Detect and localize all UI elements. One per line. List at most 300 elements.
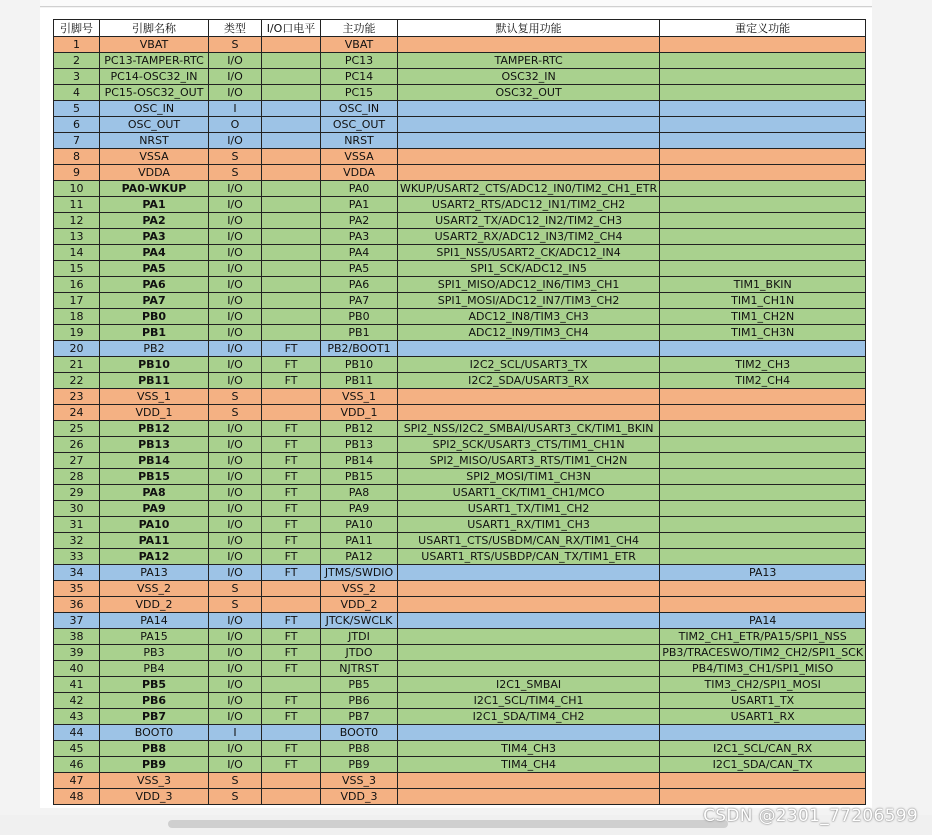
main-function-cell: OSC_IN — [321, 101, 398, 117]
io-level-cell: FT — [262, 357, 321, 373]
default-alternate-cell — [398, 37, 660, 53]
pin-number-cell: 7 — [54, 133, 100, 149]
pin-name-cell: PB1 — [100, 325, 209, 341]
io-level-cell — [262, 597, 321, 613]
table-row — [54, 789, 866, 805]
pin-number-cell: 17 — [54, 293, 100, 309]
main-function-cell: PB13 — [321, 437, 398, 453]
table-row — [54, 373, 866, 389]
pin-name-cell: PA3 — [100, 229, 209, 245]
io-level-cell — [262, 101, 321, 117]
remap-cell: PA13 — [660, 565, 866, 581]
type-cell: I/O — [209, 373, 262, 389]
main-function-cell: PB0 — [321, 309, 398, 325]
scrollbar-thumb[interactable] — [168, 820, 728, 828]
type-cell: I/O — [209, 309, 262, 325]
io-level-cell: FT — [262, 533, 321, 549]
default-alternate-cell: USART1_CK/TIM1_CH1/MCO — [398, 485, 660, 501]
type-cell: I/O — [209, 197, 262, 213]
io-level-cell: FT — [262, 373, 321, 389]
default-alternate-cell: USART2_RTS/ADC12_IN1/TIM2_CH2 — [398, 197, 660, 213]
remap-cell: I2C1_SDA/CAN_TX — [660, 757, 866, 773]
table-row — [54, 517, 866, 533]
table-row — [54, 149, 866, 165]
pin-number-cell: 47 — [54, 773, 100, 789]
remap-cell: TIM1_CH2N — [660, 309, 866, 325]
pin-number-cell: 40 — [54, 661, 100, 677]
pin-name-cell: PB10 — [100, 357, 209, 373]
io-level-cell: FT — [262, 517, 321, 533]
pin-number-cell: 13 — [54, 229, 100, 245]
pin-number-cell: 46 — [54, 757, 100, 773]
remap-cell — [660, 165, 866, 181]
header-default-alternate: 默认复用功能 — [398, 20, 660, 37]
remap-cell — [660, 101, 866, 117]
main-function-cell: PC14 — [321, 69, 398, 85]
default-alternate-cell — [398, 165, 660, 181]
default-alternate-cell — [398, 597, 660, 613]
main-function-cell: VBAT — [321, 37, 398, 53]
remap-cell — [660, 197, 866, 213]
pin-name-cell: BOOT0 — [100, 725, 209, 741]
type-cell: I/O — [209, 693, 262, 709]
default-alternate-cell: OSC32_OUT — [398, 85, 660, 101]
io-level-cell — [262, 405, 321, 421]
remap-cell — [660, 501, 866, 517]
type-cell: S — [209, 389, 262, 405]
table-row — [54, 325, 866, 341]
remap-cell: TIM2_CH4 — [660, 373, 866, 389]
default-alternate-cell: SPI2_MOSI/TIM1_CH3N — [398, 469, 660, 485]
pin-number-cell: 26 — [54, 437, 100, 453]
default-alternate-cell — [398, 661, 660, 677]
table-row — [54, 709, 866, 725]
pin-name-cell: VDD_1 — [100, 405, 209, 421]
main-function-cell: PB10 — [321, 357, 398, 373]
pin-name-cell: PB14 — [100, 453, 209, 469]
pin-name-cell: PC13-TAMPER-RTC — [100, 53, 209, 69]
remap-cell — [660, 725, 866, 741]
main-function-cell: PC15 — [321, 85, 398, 101]
io-level-cell: FT — [262, 757, 321, 773]
type-cell: I/O — [209, 613, 262, 629]
table-row — [54, 229, 866, 245]
pin-number-cell: 42 — [54, 693, 100, 709]
type-cell: I/O — [209, 213, 262, 229]
table-row — [54, 629, 866, 645]
default-alternate-cell: USART1_CTS/USBDM/CAN_RX/TIM1_CH4 — [398, 533, 660, 549]
pin-name-cell: PA11 — [100, 533, 209, 549]
main-function-cell: PB1 — [321, 325, 398, 341]
remap-cell — [660, 597, 866, 613]
pin-name-cell: PA12 — [100, 549, 209, 565]
io-level-cell: FT — [262, 485, 321, 501]
table-row — [54, 37, 866, 53]
pin-name-cell: PA1 — [100, 197, 209, 213]
table-row — [54, 437, 866, 453]
default-alternate-cell — [398, 341, 660, 357]
table-row — [54, 645, 866, 661]
table-row — [54, 533, 866, 549]
pin-number-cell: 32 — [54, 533, 100, 549]
type-cell: I/O — [209, 437, 262, 453]
pin-number-cell: 36 — [54, 597, 100, 613]
default-alternate-cell: SPI2_MISO/USART3_RTS/TIM1_CH2N — [398, 453, 660, 469]
table-row — [54, 757, 866, 773]
default-alternate-cell — [398, 629, 660, 645]
pin-number-cell: 2 — [54, 53, 100, 69]
default-alternate-cell: I2C2_SCL/USART3_TX — [398, 357, 660, 373]
main-function-cell: PA12 — [321, 549, 398, 565]
pin-number-cell: 31 — [54, 517, 100, 533]
main-function-cell: PA3 — [321, 229, 398, 245]
main-function-cell: PA10 — [321, 517, 398, 533]
type-cell: I — [209, 725, 262, 741]
pin-number-cell: 27 — [54, 453, 100, 469]
type-cell: I/O — [209, 357, 262, 373]
remap-cell — [660, 245, 866, 261]
pin-number-cell: 29 — [54, 485, 100, 501]
main-function-cell: JTDI — [321, 629, 398, 645]
pin-number-cell: 44 — [54, 725, 100, 741]
main-function-cell: NRST — [321, 133, 398, 149]
pin-name-cell: PB15 — [100, 469, 209, 485]
table-row — [54, 613, 866, 629]
io-level-cell — [262, 677, 321, 693]
pin-name-cell: VSSA — [100, 149, 209, 165]
table-row — [54, 421, 866, 437]
main-function-cell: PA11 — [321, 533, 398, 549]
main-function-cell: VDD_3 — [321, 789, 398, 805]
type-cell: I/O — [209, 53, 262, 69]
default-alternate-cell — [398, 789, 660, 805]
table-row — [54, 101, 866, 117]
pin-name-cell: VSS_1 — [100, 389, 209, 405]
type-cell: I/O — [209, 709, 262, 725]
io-level-cell: FT — [262, 437, 321, 453]
type-cell: I/O — [209, 453, 262, 469]
pin-number-cell: 24 — [54, 405, 100, 421]
type-cell: S — [209, 789, 262, 805]
main-function-cell: PB8 — [321, 741, 398, 757]
remap-cell: PB3/TRACESWO/TIM2_CH2/SPI1_SCK — [660, 645, 866, 661]
remap-cell — [660, 517, 866, 533]
io-level-cell — [262, 389, 321, 405]
main-function-cell: PB7 — [321, 709, 398, 725]
io-level-cell — [262, 245, 321, 261]
type-cell: I/O — [209, 133, 262, 149]
pin-number-cell: 4 — [54, 85, 100, 101]
table-row — [54, 469, 866, 485]
remap-cell — [660, 213, 866, 229]
io-level-cell: FT — [262, 469, 321, 485]
type-cell: I/O — [209, 261, 262, 277]
default-alternate-cell: TIM4_CH4 — [398, 757, 660, 773]
table-row — [54, 549, 866, 565]
remap-cell: TIM3_CH2/SPI1_MOSI — [660, 677, 866, 693]
table-row — [54, 581, 866, 597]
type-cell: S — [209, 405, 262, 421]
pin-number-cell: 43 — [54, 709, 100, 725]
pin-name-cell: PA9 — [100, 501, 209, 517]
remap-cell: PB4/TIM3_CH1/SPI1_MISO — [660, 661, 866, 677]
table-row — [54, 693, 866, 709]
pin-name-cell: PA7 — [100, 293, 209, 309]
main-function-cell: VDD_1 — [321, 405, 398, 421]
pin-name-cell: PB6 — [100, 693, 209, 709]
pin-number-cell: 12 — [54, 213, 100, 229]
pin-number-cell: 11 — [54, 197, 100, 213]
pin-number-cell: 10 — [54, 181, 100, 197]
remap-cell — [660, 453, 866, 469]
type-cell: I/O — [209, 277, 262, 293]
pin-number-cell: 16 — [54, 277, 100, 293]
main-function-cell: PB2/BOOT1 — [321, 341, 398, 357]
main-function-cell: VDDA — [321, 165, 398, 181]
remap-cell — [660, 773, 866, 789]
pin-name-cell: PB3 — [100, 645, 209, 661]
remap-cell — [660, 85, 866, 101]
io-level-cell — [262, 773, 321, 789]
remap-cell — [660, 341, 866, 357]
remap-cell: PA14 — [660, 613, 866, 629]
io-level-cell: FT — [262, 645, 321, 661]
io-level-cell — [262, 69, 321, 85]
main-function-cell: NJTRST — [321, 661, 398, 677]
pin-number-cell: 41 — [54, 677, 100, 693]
table-row — [54, 181, 866, 197]
pin-number-cell: 8 — [54, 149, 100, 165]
pin-name-cell: PA14 — [100, 613, 209, 629]
pin-number-cell: 37 — [54, 613, 100, 629]
default-alternate-cell — [398, 581, 660, 597]
pin-name-cell: PB2 — [100, 341, 209, 357]
io-level-cell — [262, 53, 321, 69]
io-level-cell: FT — [262, 565, 321, 581]
type-cell: S — [209, 597, 262, 613]
io-level-cell — [262, 581, 321, 597]
table-row — [54, 677, 866, 693]
header-remap: 重定义功能 — [660, 20, 866, 37]
pin-name-cell: PB4 — [100, 661, 209, 677]
io-level-cell — [262, 197, 321, 213]
default-alternate-cell — [398, 613, 660, 629]
main-function-cell: OSC_OUT — [321, 117, 398, 133]
table-row — [54, 453, 866, 469]
main-function-cell: PB15 — [321, 469, 398, 485]
remap-cell — [660, 149, 866, 165]
remap-cell — [660, 469, 866, 485]
pin-number-cell: 33 — [54, 549, 100, 565]
type-cell: I/O — [209, 501, 262, 517]
main-function-cell: PA0 — [321, 181, 398, 197]
pin-name-cell: VDD_3 — [100, 789, 209, 805]
main-function-cell: VSSA — [321, 149, 398, 165]
default-alternate-cell: USART1_RTS/USBDP/CAN_TX/TIM1_ETR — [398, 549, 660, 565]
table-row — [54, 293, 866, 309]
table-row — [54, 213, 866, 229]
remap-cell: USART1_RX — [660, 709, 866, 725]
type-cell: S — [209, 581, 262, 597]
default-alternate-cell: I2C1_SCL/TIM4_CH1 — [398, 693, 660, 709]
remap-cell — [660, 69, 866, 85]
default-alternate-cell — [398, 725, 660, 741]
main-function-cell: VSS_1 — [321, 389, 398, 405]
io-level-cell: FT — [262, 709, 321, 725]
pin-number-cell: 23 — [54, 389, 100, 405]
default-alternate-cell: SPI2_SCK/USART3_CTS/TIM1_CH1N — [398, 437, 660, 453]
main-function-cell: VSS_2 — [321, 581, 398, 597]
table-row — [54, 485, 866, 501]
main-function-cell: PA8 — [321, 485, 398, 501]
default-alternate-cell — [398, 149, 660, 165]
io-level-cell: FT — [262, 613, 321, 629]
pin-name-cell: PA0-WKUP — [100, 181, 209, 197]
main-function-cell: PB6 — [321, 693, 398, 709]
pin-number-cell: 18 — [54, 309, 100, 325]
table-row — [54, 501, 866, 517]
pin-name-cell: PB5 — [100, 677, 209, 693]
remap-cell — [660, 485, 866, 501]
main-function-cell: JTCK/SWCLK — [321, 613, 398, 629]
header-pin-number: 引脚号 — [54, 20, 100, 37]
main-function-cell: PA2 — [321, 213, 398, 229]
default-alternate-cell: I2C1_SMBAI — [398, 677, 660, 693]
pin-name-cell: NRST — [100, 133, 209, 149]
pin-number-cell: 20 — [54, 341, 100, 357]
main-function-cell: PB5 — [321, 677, 398, 693]
pin-number-cell: 22 — [54, 373, 100, 389]
io-level-cell — [262, 149, 321, 165]
type-cell: I/O — [209, 325, 262, 341]
pin-name-cell: PC15-OSC32_OUT — [100, 85, 209, 101]
default-alternate-cell: WKUP/USART2_CTS/ADC12_IN0/TIM2_CH1_ETR — [398, 181, 660, 197]
type-cell: I/O — [209, 677, 262, 693]
table-row — [54, 565, 866, 581]
pin-name-cell: PB8 — [100, 741, 209, 757]
io-level-cell — [262, 213, 321, 229]
io-level-cell: FT — [262, 549, 321, 565]
table-row — [54, 277, 866, 293]
main-function-cell: PA6 — [321, 277, 398, 293]
main-function-cell: PC13 — [321, 53, 398, 69]
main-function-cell: PA9 — [321, 501, 398, 517]
default-alternate-cell — [398, 117, 660, 133]
watermark: CSDN @2301_77206599 — [703, 806, 918, 826]
pin-name-cell: PB11 — [100, 373, 209, 389]
table-row — [54, 661, 866, 677]
type-cell: I/O — [209, 661, 262, 677]
default-alternate-cell: OSC32_IN — [398, 69, 660, 85]
remap-cell: TIM1_CH3N — [660, 325, 866, 341]
type-cell: I/O — [209, 485, 262, 501]
pin-number-cell: 28 — [54, 469, 100, 485]
remap-cell — [660, 437, 866, 453]
remap-cell — [660, 229, 866, 245]
table-row — [54, 117, 866, 133]
remap-cell — [660, 533, 866, 549]
io-level-cell — [262, 725, 321, 741]
io-level-cell: FT — [262, 453, 321, 469]
pin-name-cell: PA4 — [100, 245, 209, 261]
default-alternate-cell: SPI1_NSS/USART2_CK/ADC12_IN4 — [398, 245, 660, 261]
default-alternate-cell: SPI1_SCK/ADC12_IN5 — [398, 261, 660, 277]
pin-number-cell: 45 — [54, 741, 100, 757]
default-alternate-cell — [398, 101, 660, 117]
pin-number-cell: 3 — [54, 69, 100, 85]
table-row — [54, 773, 866, 789]
default-alternate-cell — [398, 133, 660, 149]
default-alternate-cell: SPI2_NSS/I2C2_SMBAI/USART3_CK/TIM1_BKIN — [398, 421, 660, 437]
remap-cell: TIM1_CH1N — [660, 293, 866, 309]
type-cell: I/O — [209, 341, 262, 357]
type-cell: I/O — [209, 229, 262, 245]
pin-number-cell: 9 — [54, 165, 100, 181]
header-pin-name: 引脚名称 — [100, 20, 209, 37]
pin-table — [53, 19, 866, 805]
table-header-row — [54, 20, 866, 37]
io-level-cell — [262, 789, 321, 805]
table-row — [54, 389, 866, 405]
io-level-cell: FT — [262, 693, 321, 709]
pin-number-cell: 34 — [54, 565, 100, 581]
io-level-cell — [262, 325, 321, 341]
table-row — [54, 245, 866, 261]
default-alternate-cell: USART2_TX/ADC12_IN2/TIM2_CH3 — [398, 213, 660, 229]
remap-cell: TIM1_BKIN — [660, 277, 866, 293]
default-alternate-cell — [398, 773, 660, 789]
remap-cell — [660, 133, 866, 149]
default-alternate-cell: TAMPER-RTC — [398, 53, 660, 69]
default-alternate-cell: ADC12_IN8/TIM3_CH3 — [398, 309, 660, 325]
pin-name-cell: OSC_IN — [100, 101, 209, 117]
table-row — [54, 597, 866, 613]
type-cell: I/O — [209, 181, 262, 197]
io-level-cell — [262, 165, 321, 181]
pin-name-cell: PB0 — [100, 309, 209, 325]
io-level-cell: FT — [262, 741, 321, 757]
main-function-cell: PB11 — [321, 373, 398, 389]
type-cell: I/O — [209, 741, 262, 757]
type-cell: I — [209, 101, 262, 117]
table-row — [54, 69, 866, 85]
pin-name-cell: PA2 — [100, 213, 209, 229]
io-level-cell: FT — [262, 341, 321, 357]
pin-number-cell: 1 — [54, 37, 100, 53]
pin-name-cell: PA10 — [100, 517, 209, 533]
default-alternate-cell — [398, 405, 660, 421]
pin-number-cell: 48 — [54, 789, 100, 805]
table-body — [54, 37, 866, 805]
remap-cell — [660, 581, 866, 597]
default-alternate-cell: USART1_TX/TIM1_CH2 — [398, 501, 660, 517]
type-cell: I/O — [209, 469, 262, 485]
pin-name-cell: VSS_2 — [100, 581, 209, 597]
io-level-cell — [262, 293, 321, 309]
main-function-cell: PA4 — [321, 245, 398, 261]
type-cell: S — [209, 37, 262, 53]
pin-number-cell: 6 — [54, 117, 100, 133]
remap-cell — [660, 37, 866, 53]
table-row — [54, 85, 866, 101]
pin-name-cell: PA8 — [100, 485, 209, 501]
pin-name-cell: PB12 — [100, 421, 209, 437]
pin-number-cell: 15 — [54, 261, 100, 277]
remap-cell — [660, 789, 866, 805]
main-function-cell: PA1 — [321, 197, 398, 213]
default-alternate-cell — [398, 565, 660, 581]
pin-number-cell: 38 — [54, 629, 100, 645]
